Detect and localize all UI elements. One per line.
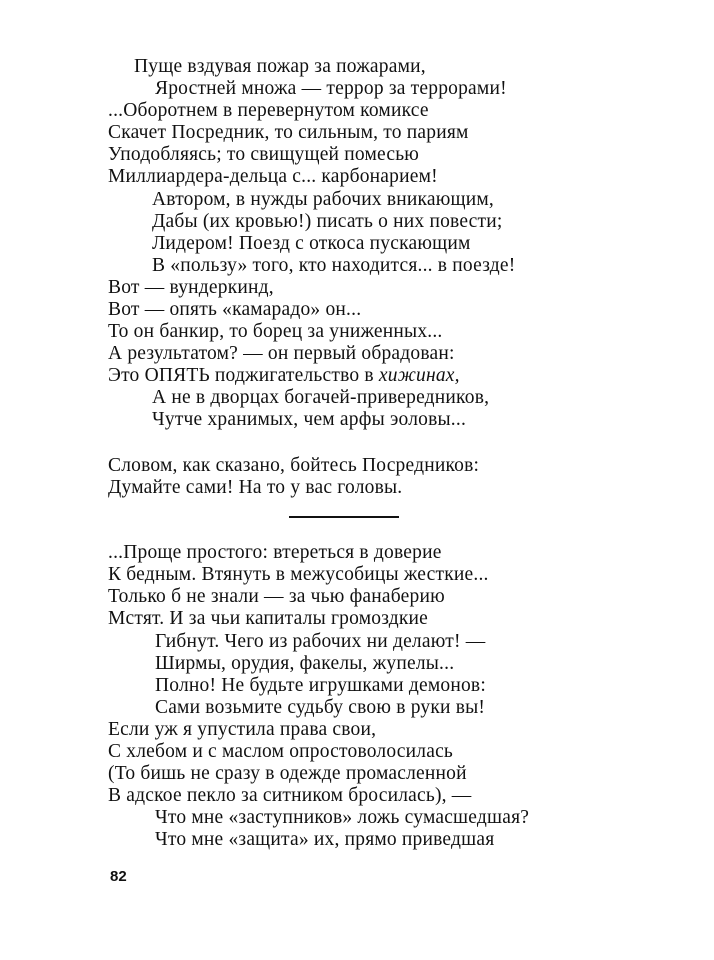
text-line: Ширмы, орудия, факелы, жупелы... xyxy=(155,653,455,674)
text-line: Вот — вундеркинд, xyxy=(108,277,274,298)
text-line: Чутче хранимых, чем арфы эоловы... xyxy=(152,409,467,430)
text-line: Автором, в нужды рабочих вникающим, xyxy=(152,189,495,210)
section-divider xyxy=(289,516,399,518)
text-line: Лидером! Поезд с откоса пускающим xyxy=(152,233,471,254)
text-line: (То бишь не сразу в одежде промасленной xyxy=(108,763,467,784)
text-line: Яростней множа — террор за террорами! xyxy=(155,78,507,99)
text-line: Что мне «защита» их, прямо приведшая xyxy=(155,829,495,850)
text-line: Сами возьмите судьбу свою в руки вы! xyxy=(155,697,486,718)
text-line: То он банкир, то борец за униженных... xyxy=(108,321,443,342)
text-line: ...Проще простого: втереться в доверие xyxy=(108,542,442,563)
text-line: Гибнут. Чего из рабочих ни делают! — xyxy=(155,631,486,652)
text-line: Только б не знали — за чью фанаберию xyxy=(108,586,445,607)
page-number: 82 xyxy=(110,868,127,885)
text-line: В адское пекло за ситником бросилась), — xyxy=(108,785,472,806)
text-line: Словом, как сказано, бойтесь Посредников: xyxy=(108,455,480,476)
text-line: С хлебом и с маслом опростоволосилась xyxy=(108,741,454,762)
italic-word: хижинах, xyxy=(378,365,460,386)
text-line: ...Оборотнем в перевернутом комиксе xyxy=(108,100,429,121)
text-line: Уподобляясь; то свищущей помесью xyxy=(108,144,420,165)
text-line: Полно! Не будьте игрушками демонов: xyxy=(155,675,486,696)
text-line: К бедным. Втянуть в межусобицы жесткие... xyxy=(108,564,489,585)
text-line: Миллиардера-дельца с... карбонарием! xyxy=(108,166,438,187)
text-line xyxy=(108,365,460,387)
text-line: В «пользу» того, кто находится... в поезде! xyxy=(152,255,516,276)
text-line: Скачет Посредник, то сильным, то париям xyxy=(108,122,469,143)
text-line: А результатом? — он первый обрадован: xyxy=(108,343,455,364)
text-line: Вот — опять «камарадо» он... xyxy=(108,299,362,320)
text-line: Пуще вздувая пожар за пожарами, xyxy=(134,56,426,77)
text-line: А не в дворцах богачей-привередников, xyxy=(152,387,490,408)
text-line: Мстят. И за чьи капиталы громоздкие xyxy=(108,608,429,629)
text-line: Если уж я упустила права свои, xyxy=(108,719,377,740)
text-line: Дабы (их кровью!) писать о них повести; xyxy=(152,211,503,232)
text-line: Что мне «заступников» ложь сумасшедшая? xyxy=(155,807,530,828)
text-line: Думайте сами! На то у вас головы. xyxy=(108,477,403,498)
text-segment: Это ОПЯТЬ поджигательство в xyxy=(108,365,379,386)
